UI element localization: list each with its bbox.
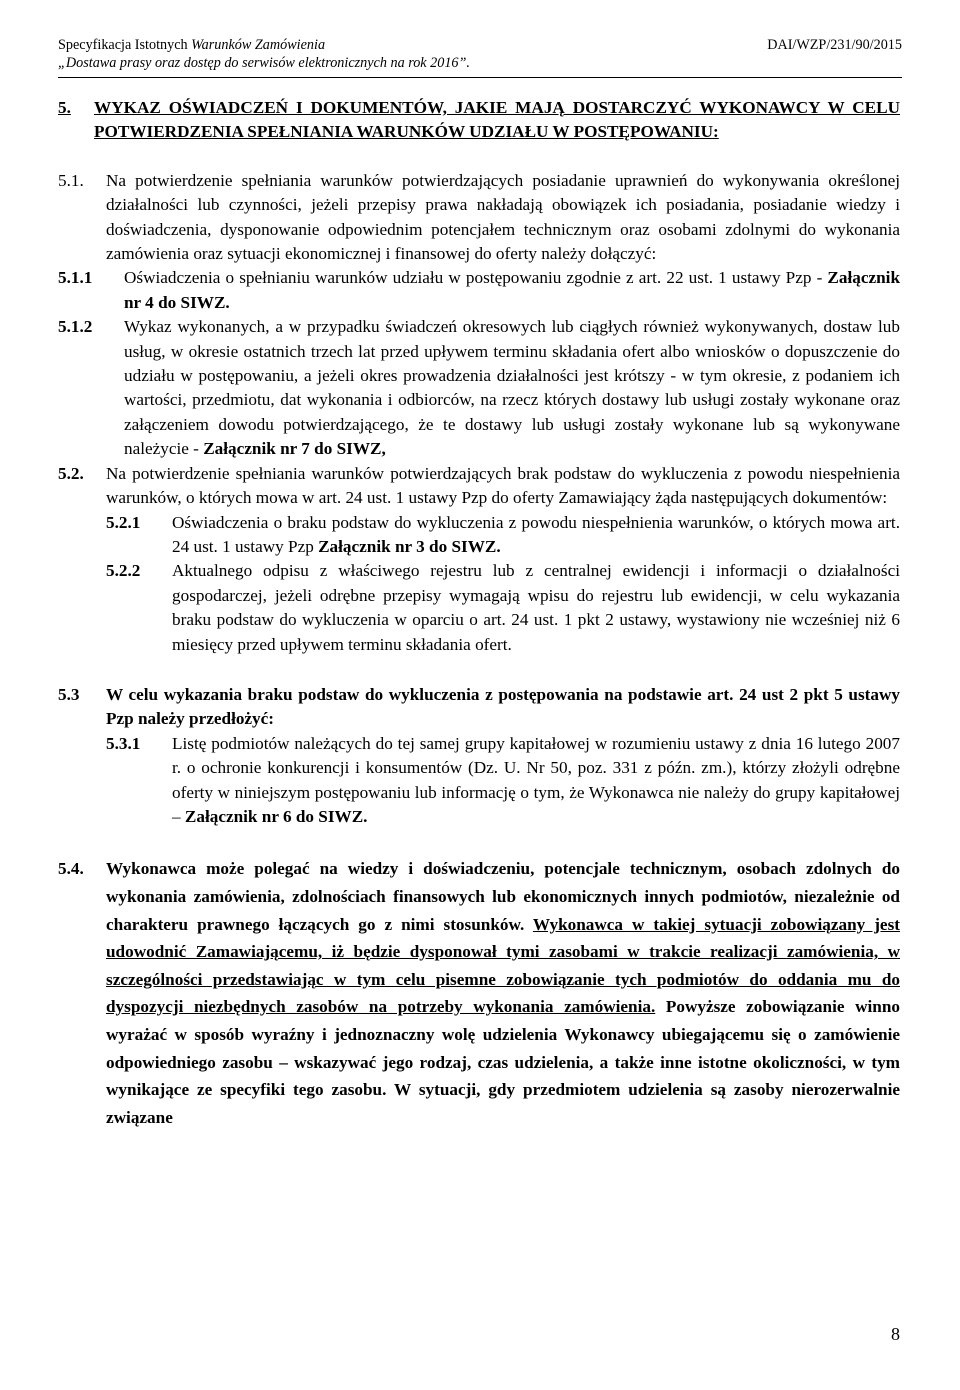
clause-text-bold: Wykonawca może polegać na wiedzy i doświadczeniu, potencjale technicznym, osobach zdolnych do wykonania zamówienia, zdolnościach finansowych lub ekonomicznych innych podmiotów, niezależnie od charakteru prawnego łączących go z nimi stosunków. [106,859,900,934]
attachment-reference: Załącznik nr 6 do SIWZ. [184,806,368,826]
clause-text: Na potwierdzenie spełniania warunków potwierdzających brak podstaw do wykluczenia z powodu niespełnienia warunków, o których mowa w art. 24 ust. 1 ustawy Pzp do oferty Zamawiający żąda następujących dokumentów: [106,463,900,508]
clause-number: 5.1.2 [58,317,93,337]
spacer [58,829,900,855]
spec-title-prefix: Specyfikacja Istotnych [58,37,192,53]
page-header [58,36,902,78]
clause-5-2-1 [58,511,900,560]
clause-number: 5.2.1 [106,512,141,532]
attachment-reference: Załącznik nr 7 do SIWZ, [203,439,386,459]
spacer [58,657,900,683]
clause-text [172,511,900,560]
clause-text [172,732,900,830]
clause-text-plain: Oświadczenia o braku podstaw do wykluczenia z powodu niespełnienia warunków, o których mowa art. 24 ust. 1 ustawy Pzp [172,512,900,556]
clause-number: 5.2.2 [106,561,141,581]
clause-number: 5.3 [58,684,80,704]
header-divider [58,77,902,78]
clause-5-1-1 [58,266,900,315]
spacer [58,145,900,169]
clause-5-4 [58,855,900,1131]
clause-5-3-1 [58,732,900,830]
header-row [58,36,902,54]
attachment-reference: Załącznik nr 4 do SIWZ. [124,268,900,312]
clause-text-rest: Powyższe zobowiązanie winno wyrażać w sposób wyraźny i jednoznaczny wolę udzielenia Wykonawcy ubiegającemu się o zamówienie odpowiedniego zasobu – wskazywać jego rodzaj, czas udzielenia, a także inne istotne okoliczności, w tym wynikające ze specyfiki tego zasobu. W sytuacji, gdy przedmiotem udzielenia są zasoby nierozerwalnie związane [106,997,900,1127]
section-number: 5. [58,98,71,117]
clause-5-2 [58,462,900,511]
clause-text [106,855,900,1131]
document-body [58,96,900,1131]
clause-5-3 [58,683,900,732]
reference-number: DAI/WZP/231/90/2015 [767,37,902,53]
spec-title-italic: Warunków Zamówienia [191,37,326,53]
spec-title [58,36,325,54]
clause-text-underlined: Wykonawca w takiej sytuacji zobowiązany jest udowodnić Zamawiającemu, iż będzie dysponował tymi zasobami w trakcie realizacji zamówienia, w szczególności przedstawiając w tym celu pisemne zobowiązanie tych podmiotów do oddania mu do dyspozycji niezbędnych zasobów na potrzeby wykonania zamówienia. [106,914,900,1017]
section-title: WYKAZ OŚWIADCZEŃ I DOKUMENTÓW, JAKIE MAJĄ DOSTARCZYĆ WYKONAWCY W CELU POTWIERDZENIA SPEŁNIANIA WARUNKÓW UDZIAŁU W POSTĘPOWANIU: [94,98,900,142]
clause-text: Na potwierdzenie spełniania warunków potwierdzających posiadanie uprawnień do wykonywania określonej działalności lub czynności, jeżeli przepisy prawa nakładają obowiązek ich posiadania, posiadanie wiedzy i doświadczenia, dysponowanie odpowiednim potencjałem technicznym oraz osobami zdolnymi do wykonania zamówienia oraz sytuacji ekonomicznej i finansowej do oferty należy dołączyć: [106,170,900,264]
subject-line: „Dostawa prasy oraz dostęp do serwisów elektronicznych na rok 2016”. [58,55,470,71]
section-5-heading [58,96,900,145]
page-number: 8 [891,1324,900,1344]
clause-text [124,266,900,315]
clause-text-plain: Oświadczenia o spełnianiu warunków udziału w postępowaniu zgodnie z art. 22 ust. 1 ustawy Pzp - [124,268,828,288]
clause-text-plain: Listę podmiotów należących do tej samej grupy kapitałowej w rozumieniu ustawy z dnia 16 lutego 2007 r. o ochronie konkurencji i konsumentów (Dz. U. Nr 50, poz. 331 z późn. zm.), którzy złożyli odrębne oferty w niniejszym postępowaniu lub informację o tym, że Wykonawca nie należy do grupy kapitałowej – [172,733,900,826]
clause-text-plain: Wykaz wykonanych, a w przypadku świadczeń okresowych lub ciągłych również wykonywanych, dostaw lub usług, w okresie ostatnich trzech lat przed upływem terminu składania ofert albo wniosków o dopuszczenie do udziału w postępowaniu, a jeżeli okres prowadzenia działalności jest krótszy - w tym okresie, z podaniem ich wartości, przedmiotu, dat wykonania i odbiorców, na rzecz których dostawy lub usługi zostały wykonane oraz załączeniem dowodu potwierdzającego, że te dostawy lub usługi zostały wykonane lub są wykonywane należycie - [124,317,900,459]
attachment-reference: Załącznik nr 3 do SIWZ. [318,536,501,556]
clause-5-2-2 [58,559,900,657]
clause-number: 5.4. [58,859,84,879]
clause-title: W celu wykazania braku podstaw do wykluczenia z postępowania na podstawie art. 24 ust 2 pkt 5 ustawy Pzp należy przedłożyć: [106,684,900,729]
clause-5-1 [58,169,900,267]
clause-number: 5.1.1 [58,268,93,288]
clause-5-1-2 [58,315,900,461]
clause-text: Aktualnego odpisu z właściwego rejestru lub z centralnej ewidencji i informacji o działalności gospodarczej, jeżeli odrębne przepisy wymagają wpisu do rejestru lub ewidencji, w celu wykazania braku podstaw do wykluczenia w oparciu o art. 24 ust. 1 pkt 2 ustawy, wystawiony nie wcześniej niż 6 miesięcy przed upływem terminu składania ofert. [172,561,900,654]
clause-number: 5.1. [58,170,84,190]
clause-number: 5.2. [58,463,84,483]
clause-number: 5.3.1 [106,733,141,753]
clause-text [124,315,900,461]
